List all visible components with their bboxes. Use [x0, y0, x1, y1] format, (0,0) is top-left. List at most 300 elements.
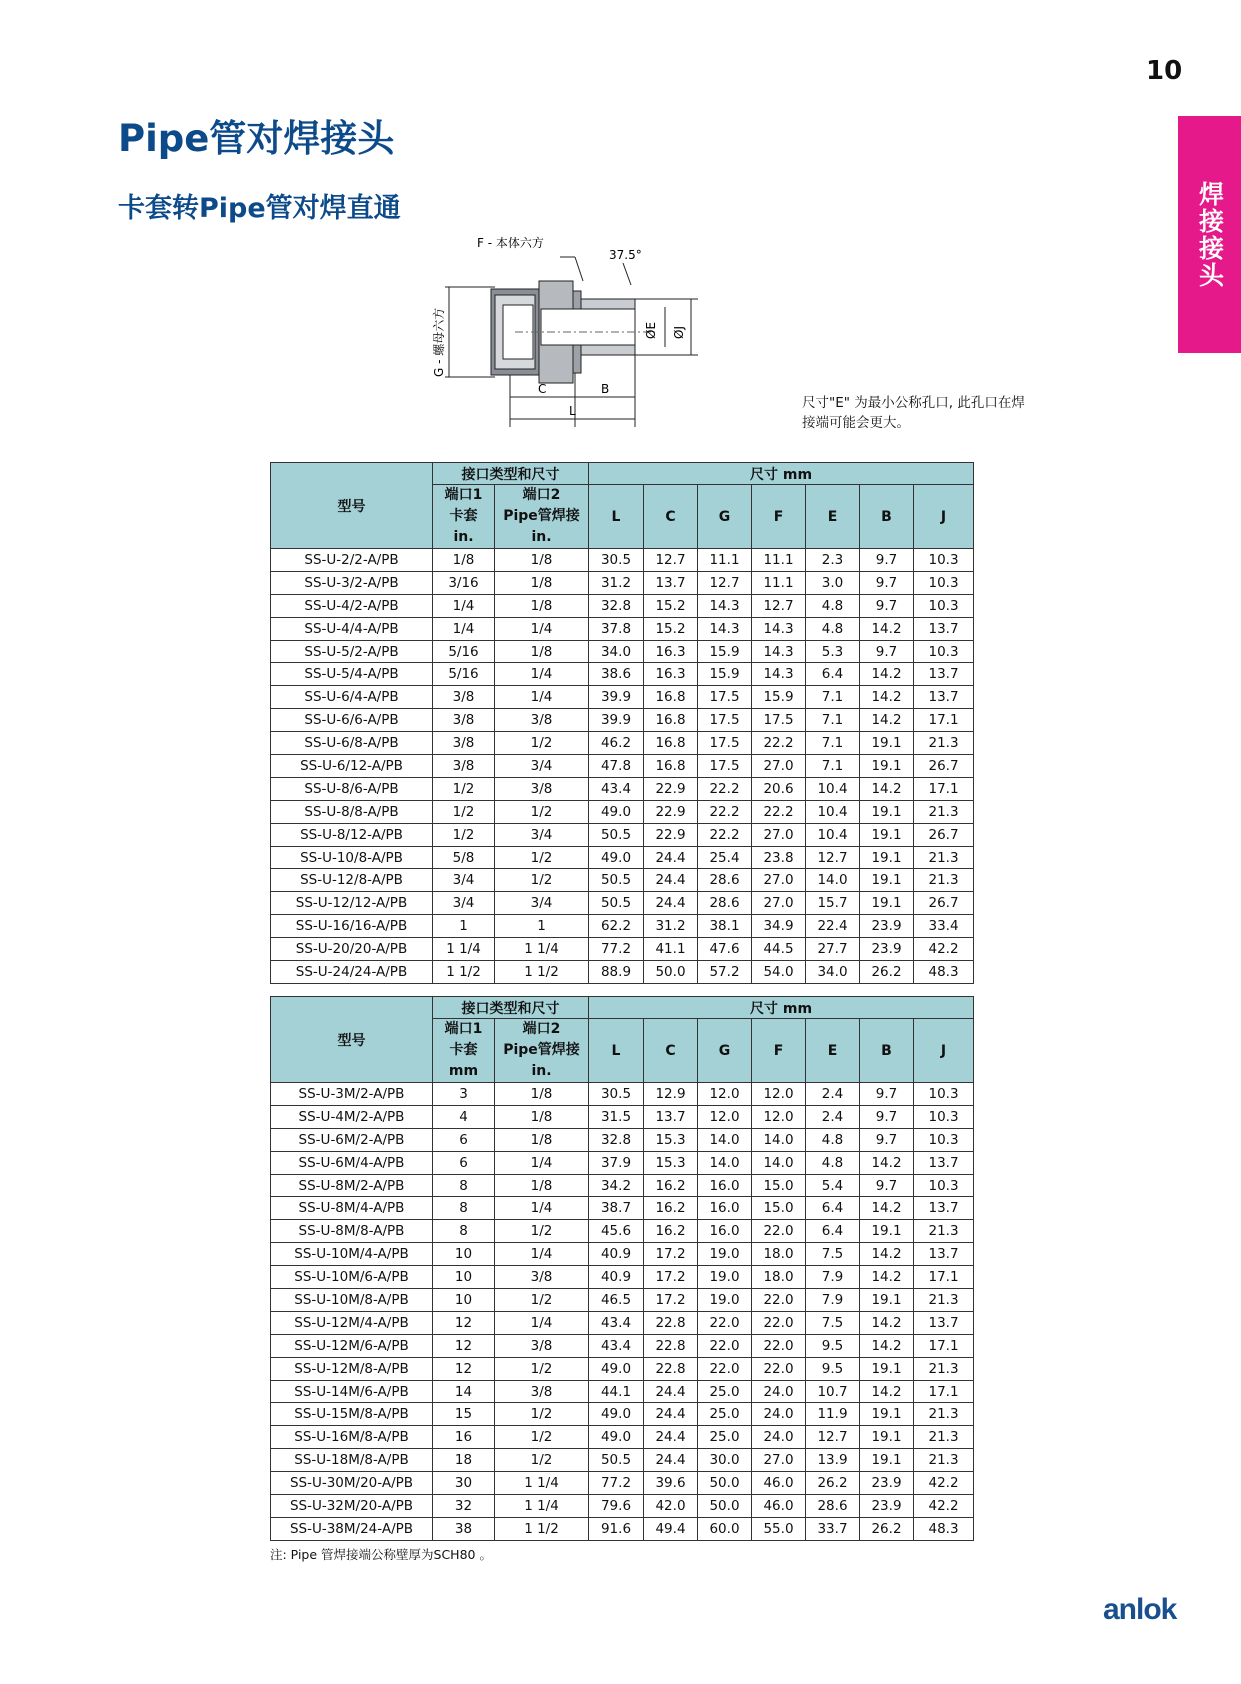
value-cell: 1 1/2: [495, 1517, 589, 1540]
value-cell: 17.5: [698, 732, 752, 755]
value-cell: 24.4: [644, 1426, 698, 1449]
table-row: [271, 686, 974, 709]
model-cell: SS-U-18M/8-A/PB: [271, 1449, 433, 1472]
value-cell: 23.9: [860, 1472, 914, 1495]
value-cell: 16.0: [698, 1174, 752, 1197]
value-cell: 8: [433, 1220, 495, 1243]
value-cell: 4.8: [806, 617, 860, 640]
value-cell: 1: [495, 915, 589, 938]
value-cell: 16.0: [698, 1220, 752, 1243]
value-cell: 9.7: [860, 1083, 914, 1106]
value-cell: 14.3: [698, 594, 752, 617]
table-row: [271, 1289, 974, 1312]
value-cell: 19.1: [860, 1289, 914, 1312]
table-row: [271, 777, 974, 800]
value-cell: 14.2: [860, 1243, 914, 1266]
model-cell: SS-U-14M/6-A/PB: [271, 1380, 433, 1403]
value-cell: 17.1: [914, 1334, 974, 1357]
value-cell: 5/16: [433, 640, 495, 663]
table-row: [271, 938, 974, 961]
value-cell: 22.0: [752, 1334, 806, 1357]
value-cell: 11.9: [806, 1403, 860, 1426]
value-cell: 44.5: [752, 938, 806, 961]
value-cell: 17.5: [698, 755, 752, 778]
value-cell: 15.9: [698, 640, 752, 663]
table-row: [271, 961, 974, 984]
table-row: [271, 1243, 974, 1266]
value-cell: 15.9: [752, 686, 806, 709]
value-cell: 10.4: [806, 800, 860, 823]
value-cell: 12.0: [752, 1105, 806, 1128]
table-row: [271, 640, 974, 663]
value-cell: 16.8: [644, 732, 698, 755]
value-cell: 1 1/4: [495, 1495, 589, 1518]
value-cell: 38.7: [589, 1197, 644, 1220]
value-cell: 16.0: [698, 1197, 752, 1220]
value-cell: 19.1: [860, 823, 914, 846]
model-cell: SS-U-12M/6-A/PB: [271, 1334, 433, 1357]
value-cell: 1: [433, 915, 495, 938]
page-number: 10: [1146, 56, 1183, 86]
value-cell: 57.2: [698, 961, 752, 984]
value-cell: 48.3: [914, 1517, 974, 1540]
value-cell: 48.3: [914, 961, 974, 984]
value-cell: 1 1/4: [495, 1472, 589, 1495]
value-cell: 28.6: [698, 892, 752, 915]
inch-spec-table: [270, 462, 974, 984]
value-cell: 43.4: [589, 1334, 644, 1357]
header-model: 型号: [271, 997, 433, 1083]
value-cell: 50.0: [644, 961, 698, 984]
value-cell: 4.8: [806, 594, 860, 617]
table-row: [271, 1495, 974, 1518]
value-cell: 10.4: [806, 823, 860, 846]
value-cell: 42.0: [644, 1495, 698, 1518]
value-cell: 37.9: [589, 1151, 644, 1174]
header-port-group: 接口类型和尺寸: [433, 997, 589, 1019]
value-cell: 1/4: [495, 1243, 589, 1266]
value-cell: 50.0: [698, 1495, 752, 1518]
value-cell: 54.0: [752, 961, 806, 984]
value-cell: 17.5: [752, 709, 806, 732]
model-cell: SS-U-10M/6-A/PB: [271, 1266, 433, 1289]
value-cell: 22.9: [644, 823, 698, 846]
value-cell: 17.1: [914, 1266, 974, 1289]
value-cell: 27.0: [752, 869, 806, 892]
value-cell: 10.3: [914, 594, 974, 617]
value-cell: 14.2: [860, 1266, 914, 1289]
value-cell: 6.4: [806, 1220, 860, 1243]
value-cell: 1/2: [495, 732, 589, 755]
header-col-f: F: [752, 1019, 806, 1083]
value-cell: 12.0: [698, 1105, 752, 1128]
value-cell: 14.3: [752, 663, 806, 686]
value-cell: 3/8: [495, 709, 589, 732]
value-cell: 42.2: [914, 1472, 974, 1495]
value-cell: 12: [433, 1357, 495, 1380]
value-cell: 13.7: [914, 663, 974, 686]
value-cell: 1/8: [495, 640, 589, 663]
value-cell: 38.1: [698, 915, 752, 938]
value-cell: 15.2: [644, 594, 698, 617]
value-cell: 24.0: [752, 1403, 806, 1426]
value-cell: 45.6: [589, 1220, 644, 1243]
value-cell: 23.8: [752, 846, 806, 869]
metric-spec-table: [270, 996, 974, 1541]
value-cell: 19.0: [698, 1266, 752, 1289]
value-cell: 19.1: [860, 732, 914, 755]
value-cell: 24.4: [644, 1380, 698, 1403]
value-cell: 22.0: [752, 1220, 806, 1243]
value-cell: 41.1: [644, 938, 698, 961]
header-col-l: L: [589, 1019, 644, 1083]
value-cell: 16.3: [644, 663, 698, 686]
model-cell: SS-U-6M/4-A/PB: [271, 1151, 433, 1174]
table-row: [271, 1403, 974, 1426]
value-cell: 11.1: [698, 549, 752, 572]
value-cell: 91.6: [589, 1517, 644, 1540]
value-cell: 10.3: [914, 640, 974, 663]
value-cell: 19.1: [860, 1357, 914, 1380]
value-cell: 3/8: [495, 777, 589, 800]
value-cell: 13.7: [914, 686, 974, 709]
value-cell: 9.7: [860, 549, 914, 572]
value-cell: 18.0: [752, 1243, 806, 1266]
table-row: [271, 1311, 974, 1334]
value-cell: 12: [433, 1311, 495, 1334]
value-cell: 17.5: [698, 686, 752, 709]
table-row: [271, 1449, 974, 1472]
value-cell: 1/4: [495, 1197, 589, 1220]
model-cell: SS-U-5/2-A/PB: [271, 640, 433, 663]
value-cell: 26.2: [860, 1517, 914, 1540]
table-row: [271, 1426, 974, 1449]
value-cell: 22.2: [698, 823, 752, 846]
value-cell: 19.1: [860, 1449, 914, 1472]
value-cell: 31.5: [589, 1105, 644, 1128]
value-cell: 15.9: [698, 663, 752, 686]
model-cell: SS-U-6M/2-A/PB: [271, 1128, 433, 1151]
value-cell: 6: [433, 1151, 495, 1174]
table-row: [271, 1380, 974, 1403]
value-cell: 23.9: [860, 1495, 914, 1518]
value-cell: 30.5: [589, 549, 644, 572]
value-cell: 34.0: [589, 640, 644, 663]
table-row: [271, 892, 974, 915]
value-cell: 14.2: [860, 709, 914, 732]
value-cell: 1/8: [495, 571, 589, 594]
model-cell: SS-U-8M/4-A/PB: [271, 1197, 433, 1220]
value-cell: 27.0: [752, 1449, 806, 1472]
value-cell: 1/2: [433, 777, 495, 800]
value-cell: 30: [433, 1472, 495, 1495]
value-cell: 9.7: [860, 1174, 914, 1197]
value-cell: 22.2: [698, 777, 752, 800]
value-cell: 19.1: [860, 755, 914, 778]
value-cell: 16.8: [644, 686, 698, 709]
model-cell: SS-U-4/2-A/PB: [271, 594, 433, 617]
value-cell: 3: [433, 1083, 495, 1106]
value-cell: 22.8: [644, 1311, 698, 1334]
value-cell: 13.7: [914, 617, 974, 640]
value-cell: 24.4: [644, 892, 698, 915]
value-cell: 7.9: [806, 1266, 860, 1289]
value-cell: 10: [433, 1243, 495, 1266]
value-cell: 27.0: [752, 892, 806, 915]
value-cell: 20.6: [752, 777, 806, 800]
value-cell: 27.0: [752, 755, 806, 778]
value-cell: 16.2: [644, 1197, 698, 1220]
value-cell: 1/8: [495, 594, 589, 617]
value-cell: 9.7: [860, 1128, 914, 1151]
value-cell: 18.0: [752, 1266, 806, 1289]
value-cell: 13.7: [914, 1151, 974, 1174]
model-cell: SS-U-6/6-A/PB: [271, 709, 433, 732]
header-port2: 端口2 Pipe管焊接 in.: [495, 1019, 589, 1083]
value-cell: 1/2: [495, 1289, 589, 1312]
value-cell: 10.3: [914, 1083, 974, 1106]
value-cell: 27.0: [752, 823, 806, 846]
table-row: [271, 1334, 974, 1357]
value-cell: 4.8: [806, 1151, 860, 1174]
value-cell: 1/8: [495, 1105, 589, 1128]
value-cell: 60.0: [698, 1517, 752, 1540]
value-cell: 1 1/2: [433, 961, 495, 984]
value-cell: 14.0: [698, 1151, 752, 1174]
value-cell: 17.2: [644, 1243, 698, 1266]
value-cell: 19.1: [860, 846, 914, 869]
diagram-label-j: ØJ: [672, 326, 686, 339]
value-cell: 23.9: [860, 915, 914, 938]
value-cell: 10.3: [914, 1105, 974, 1128]
value-cell: 50.5: [589, 869, 644, 892]
value-cell: 12.7: [698, 571, 752, 594]
value-cell: 1/2: [495, 846, 589, 869]
value-cell: 22.0: [698, 1311, 752, 1334]
value-cell: 21.3: [914, 1289, 974, 1312]
table-row: [271, 617, 974, 640]
value-cell: 30.5: [589, 1083, 644, 1106]
value-cell: 9.5: [806, 1357, 860, 1380]
model-cell: SS-U-20/20-A/PB: [271, 938, 433, 961]
value-cell: 34.2: [589, 1174, 644, 1197]
table-row: [271, 846, 974, 869]
value-cell: 19.0: [698, 1289, 752, 1312]
diagram-label-e: ØE: [644, 321, 658, 339]
value-cell: 46.2: [589, 732, 644, 755]
value-cell: 24.4: [644, 1403, 698, 1426]
value-cell: 1/4: [495, 686, 589, 709]
value-cell: 9.7: [860, 1105, 914, 1128]
value-cell: 19.1: [860, 1403, 914, 1426]
model-cell: SS-U-4/4-A/PB: [271, 617, 433, 640]
table-row: [271, 1517, 974, 1540]
value-cell: 9.7: [860, 571, 914, 594]
value-cell: 15: [433, 1403, 495, 1426]
section-tab-label: 焊接接头: [1195, 180, 1225, 289]
value-cell: 10.4: [806, 777, 860, 800]
value-cell: 21.3: [914, 732, 974, 755]
table-row: [271, 594, 974, 617]
value-cell: 50.0: [698, 1472, 752, 1495]
value-cell: 1/4: [433, 617, 495, 640]
value-cell: 9.7: [860, 640, 914, 663]
value-cell: 3/8: [433, 732, 495, 755]
value-cell: 3.0: [806, 571, 860, 594]
value-cell: 33.4: [914, 915, 974, 938]
value-cell: 49.0: [589, 1357, 644, 1380]
value-cell: 2.3: [806, 549, 860, 572]
value-cell: 46.0: [752, 1472, 806, 1495]
table-row: [271, 1357, 974, 1380]
value-cell: 23.9: [860, 938, 914, 961]
value-cell: 12: [433, 1334, 495, 1357]
model-cell: SS-U-8/12-A/PB: [271, 823, 433, 846]
value-cell: 14.2: [860, 1380, 914, 1403]
value-cell: 1 1/4: [495, 938, 589, 961]
value-cell: 32.8: [589, 594, 644, 617]
value-cell: 4.8: [806, 1128, 860, 1151]
value-cell: 62.2: [589, 915, 644, 938]
diagram-label-b: B: [601, 382, 610, 396]
value-cell: 10.3: [914, 549, 974, 572]
section-tab: [1178, 116, 1241, 353]
value-cell: 21.3: [914, 1357, 974, 1380]
value-cell: 13.7: [914, 1243, 974, 1266]
diagram-label-g: G - 螺母六方: [432, 307, 446, 377]
value-cell: 14.2: [860, 617, 914, 640]
value-cell: 17.2: [644, 1266, 698, 1289]
value-cell: 24.0: [752, 1380, 806, 1403]
model-cell: SS-U-8/6-A/PB: [271, 777, 433, 800]
value-cell: 3/8: [433, 709, 495, 732]
table-row: [271, 755, 974, 778]
value-cell: 25.4: [698, 846, 752, 869]
value-cell: 12.0: [698, 1083, 752, 1106]
value-cell: 11.1: [752, 549, 806, 572]
value-cell: 22.2: [698, 800, 752, 823]
value-cell: 21.3: [914, 1220, 974, 1243]
value-cell: 1/2: [495, 800, 589, 823]
value-cell: 4: [433, 1105, 495, 1128]
value-cell: 19.1: [860, 1220, 914, 1243]
table-row: [271, 1083, 974, 1106]
value-cell: 3/8: [495, 1266, 589, 1289]
diagram-label-l: L: [569, 404, 576, 418]
value-cell: 14.3: [752, 640, 806, 663]
value-cell: 47.8: [589, 755, 644, 778]
value-cell: 14.2: [860, 777, 914, 800]
value-cell: 22.0: [752, 1357, 806, 1380]
value-cell: 42.2: [914, 938, 974, 961]
value-cell: 26.7: [914, 892, 974, 915]
value-cell: 7.5: [806, 1311, 860, 1334]
value-cell: 50.5: [589, 892, 644, 915]
value-cell: 19.1: [860, 869, 914, 892]
page-subtitle: 卡套转Pipe管对焊直通: [118, 193, 401, 224]
header-port1: 端口1 卡套 mm: [433, 1019, 495, 1083]
value-cell: 3/8: [433, 686, 495, 709]
value-cell: 15.0: [752, 1174, 806, 1197]
value-cell: 22.4: [806, 915, 860, 938]
value-cell: 2.4: [806, 1105, 860, 1128]
value-cell: 39.9: [589, 686, 644, 709]
header-col-b: B: [860, 1019, 914, 1083]
value-cell: 13.7: [644, 571, 698, 594]
value-cell: 14.3: [698, 617, 752, 640]
value-cell: 50.5: [589, 1449, 644, 1472]
value-cell: 24.4: [644, 1449, 698, 1472]
value-cell: 17.5: [698, 709, 752, 732]
value-cell: 30.0: [698, 1449, 752, 1472]
value-cell: 22.2: [752, 732, 806, 755]
value-cell: 16.8: [644, 755, 698, 778]
value-cell: 26.7: [914, 823, 974, 846]
model-cell: SS-U-10M/8-A/PB: [271, 1289, 433, 1312]
value-cell: 40.9: [589, 1243, 644, 1266]
value-cell: 14.2: [860, 1151, 914, 1174]
value-cell: 13.7: [914, 1311, 974, 1334]
value-cell: 22.8: [644, 1357, 698, 1380]
value-cell: 49.0: [589, 800, 644, 823]
dimension-note: 尺寸"E" 为最小公称孔口, 此孔口在焊接端可能会更大。: [802, 395, 1025, 431]
header-col-e: E: [806, 485, 860, 549]
value-cell: 32.8: [589, 1128, 644, 1151]
header-dimension-group: 尺寸 mm: [589, 997, 974, 1019]
value-cell: 1/4: [495, 617, 589, 640]
value-cell: 21.3: [914, 800, 974, 823]
diagram-label-angle: 37.5°: [609, 248, 642, 262]
value-cell: 3/16: [433, 571, 495, 594]
model-cell: SS-U-2/2-A/PB: [271, 549, 433, 572]
value-cell: 38.6: [589, 663, 644, 686]
header-port1: 端口1 卡套 in.: [433, 485, 495, 549]
value-cell: 17.1: [914, 777, 974, 800]
value-cell: 6.4: [806, 1197, 860, 1220]
value-cell: 7.1: [806, 755, 860, 778]
value-cell: 19.1: [860, 1426, 914, 1449]
value-cell: 9.5: [806, 1334, 860, 1357]
value-cell: 19.1: [860, 800, 914, 823]
model-cell: SS-U-30M/20-A/PB: [271, 1472, 433, 1495]
value-cell: 15.2: [644, 617, 698, 640]
header-col-g: G: [698, 485, 752, 549]
value-cell: 15.3: [644, 1128, 698, 1151]
value-cell: 46.0: [752, 1495, 806, 1518]
model-cell: SS-U-24/24-A/PB: [271, 961, 433, 984]
value-cell: 3/4: [433, 892, 495, 915]
value-cell: 12.7: [806, 846, 860, 869]
value-cell: 1/2: [495, 869, 589, 892]
value-cell: 22.8: [644, 1334, 698, 1357]
model-cell: SS-U-3M/2-A/PB: [271, 1083, 433, 1106]
header-col-c: C: [644, 1019, 698, 1083]
value-cell: 38: [433, 1517, 495, 1540]
fitting-drawing: [432, 236, 745, 427]
value-cell: 10: [433, 1266, 495, 1289]
value-cell: 22.0: [752, 1311, 806, 1334]
value-cell: 1/2: [495, 1220, 589, 1243]
header-model: 型号: [271, 463, 433, 549]
value-cell: 3/4: [495, 823, 589, 846]
table-row: [271, 915, 974, 938]
header-col-g: G: [698, 1019, 752, 1083]
model-cell: SS-U-12M/8-A/PB: [271, 1357, 433, 1380]
value-cell: 10.3: [914, 571, 974, 594]
model-cell: SS-U-4M/2-A/PB: [271, 1105, 433, 1128]
value-cell: 13.7: [644, 1105, 698, 1128]
table-row: [271, 800, 974, 823]
